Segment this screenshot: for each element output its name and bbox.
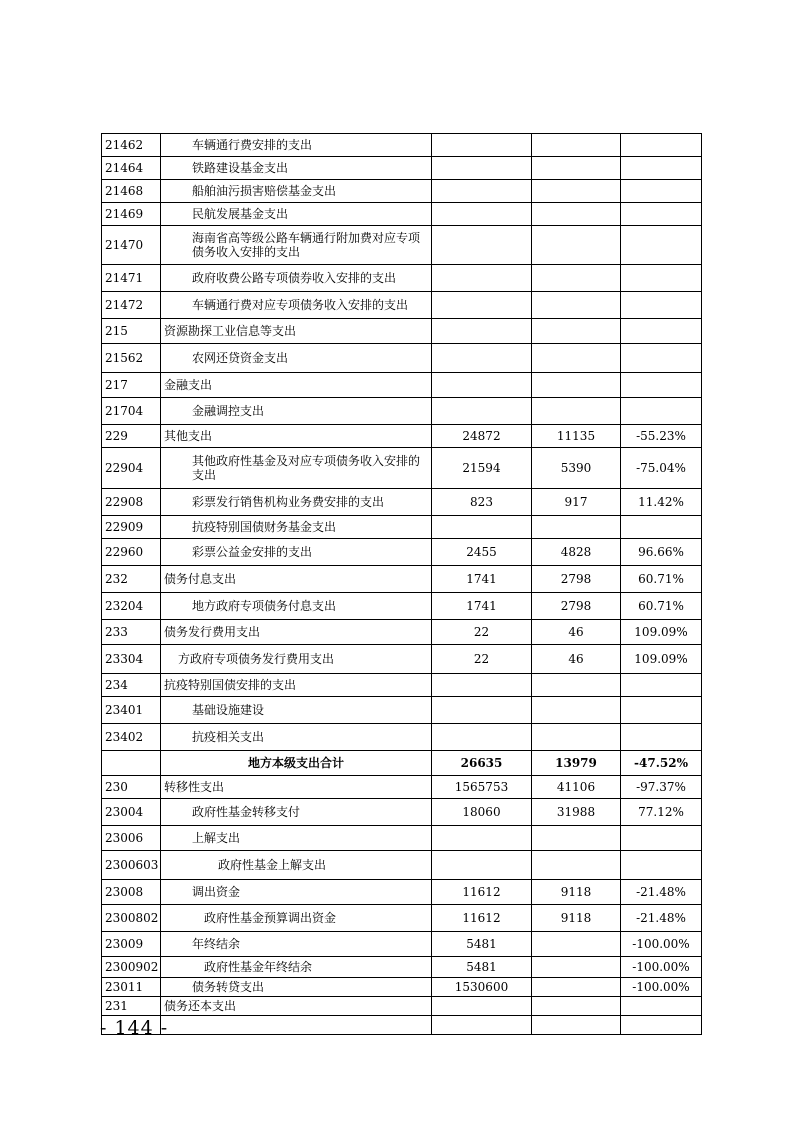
prior-year-value-cell: 1741 — [432, 593, 532, 620]
table-row — [102, 539, 702, 566]
item-name-cell — [161, 1016, 432, 1035]
current-year-value-cell — [532, 265, 621, 292]
item-name-cell: 上解支出 — [161, 826, 432, 851]
change-rate-cell — [621, 697, 702, 724]
item-name-cell: 资源勘探工业信息等支出 — [161, 319, 432, 344]
change-rate-cell — [621, 226, 702, 265]
prior-year-value-cell — [432, 851, 532, 880]
prior-year-value-cell — [432, 180, 532, 203]
budget-code-cell: 23204 — [102, 593, 161, 620]
item-name-cell: 抗疫相关支出 — [161, 724, 432, 751]
table-row — [102, 697, 702, 724]
change-rate-cell — [621, 398, 702, 425]
prior-year-value-cell: 2455 — [432, 539, 532, 566]
prior-year-value-cell — [432, 674, 532, 697]
change-rate-cell: -100.00% — [621, 978, 702, 997]
item-name-cell: 抗疫特别国债财务基金支出 — [161, 516, 432, 539]
table-row — [102, 398, 702, 425]
expenditure-table — [101, 133, 702, 1035]
current-year-value-cell — [532, 957, 621, 978]
current-year-value-cell: 13979 — [532, 751, 621, 776]
change-rate-cell: 11.42% — [621, 489, 702, 516]
change-rate-cell: 109.09% — [621, 645, 702, 674]
current-year-value-cell — [532, 134, 621, 157]
current-year-value-cell: 5390 — [532, 448, 621, 489]
change-rate-cell — [621, 344, 702, 373]
current-year-value-cell — [532, 516, 621, 539]
budget-code-cell: 23402 — [102, 724, 161, 751]
prior-year-value-cell — [432, 997, 532, 1016]
budget-code-cell: 217 — [102, 373, 161, 398]
item-name-cell: 债务发行费用支出 — [161, 620, 432, 645]
item-name-cell: 农网还贷资金支出 — [161, 344, 432, 373]
current-year-value-cell: 4828 — [532, 539, 621, 566]
change-rate-cell: -100.00% — [621, 957, 702, 978]
change-rate-cell — [621, 826, 702, 851]
current-year-value-cell — [532, 724, 621, 751]
item-name-cell: 转移性支出 — [161, 776, 432, 799]
budget-code-cell: 2300902 — [102, 957, 161, 978]
table-row — [102, 157, 702, 180]
prior-year-value-cell — [432, 516, 532, 539]
change-rate-cell: 60.71% — [621, 593, 702, 620]
prior-year-value-cell — [432, 226, 532, 265]
change-rate-cell: -97.37% — [621, 776, 702, 799]
budget-code-cell: 2300802 — [102, 905, 161, 932]
budget-code-cell: 23304 — [102, 645, 161, 674]
table-row — [102, 932, 702, 957]
item-name-cell: 债务还本支出 — [161, 997, 432, 1016]
budget-code-cell: 23011 — [102, 978, 161, 997]
item-name-cell: 铁路建设基金支出 — [161, 157, 432, 180]
change-rate-cell — [621, 674, 702, 697]
prior-year-value-cell — [432, 157, 532, 180]
table-row — [102, 724, 702, 751]
change-rate-cell — [621, 180, 702, 203]
table-row — [102, 566, 702, 593]
change-rate-cell: 109.09% — [621, 620, 702, 645]
item-name-cell: 债务付息支出 — [161, 566, 432, 593]
prior-year-value-cell — [432, 265, 532, 292]
budget-code-cell: 22908 — [102, 489, 161, 516]
change-rate-cell: -47.52% — [621, 751, 702, 776]
table-row — [102, 957, 702, 978]
budget-code-cell: 233 — [102, 620, 161, 645]
change-rate-cell: 96.66% — [621, 539, 702, 566]
prior-year-value-cell — [432, 1016, 532, 1035]
budget-code-cell: 22960 — [102, 539, 161, 566]
change-rate-cell: 77.12% — [621, 799, 702, 826]
table-row — [102, 905, 702, 932]
change-rate-cell: 60.71% — [621, 566, 702, 593]
item-name-cell: 海南省高等级公路车辆通行附加费对应专项债务收入安排的支出 — [161, 226, 432, 265]
prior-year-value-cell — [432, 344, 532, 373]
page-number: - 144 - — [100, 1017, 169, 1039]
table-row — [102, 1016, 702, 1035]
change-rate-cell — [621, 997, 702, 1016]
table-body — [102, 134, 702, 1035]
change-rate-cell — [621, 1016, 702, 1035]
budget-code-cell: 23008 — [102, 880, 161, 905]
budget-code-cell: 232 — [102, 566, 161, 593]
table-row — [102, 799, 702, 826]
change-rate-cell: -55.23% — [621, 425, 702, 448]
budget-code-cell: 21472 — [102, 292, 161, 319]
budget-code-cell: 21469 — [102, 203, 161, 226]
current-year-value-cell: 9118 — [532, 905, 621, 932]
change-rate-cell — [621, 319, 702, 344]
item-name-cell: 地方政府专项债务付息支出 — [161, 593, 432, 620]
current-year-value-cell — [532, 1016, 621, 1035]
current-year-value-cell — [532, 180, 621, 203]
change-rate-cell — [621, 203, 702, 226]
current-year-value-cell — [532, 978, 621, 997]
prior-year-value-cell — [432, 826, 532, 851]
current-year-value-cell — [532, 826, 621, 851]
table-row — [102, 593, 702, 620]
item-name-cell: 彩票公益金安排的支出 — [161, 539, 432, 566]
budget-code-cell: 21562 — [102, 344, 161, 373]
change-rate-cell: -75.04% — [621, 448, 702, 489]
current-year-value-cell: 11135 — [532, 425, 621, 448]
item-name-cell: 政府性基金年终结余 — [161, 957, 432, 978]
table-row — [102, 226, 702, 265]
table-row — [102, 851, 702, 880]
table-row — [102, 826, 702, 851]
current-year-value-cell — [532, 203, 621, 226]
budget-code-cell: 229 — [102, 425, 161, 448]
table-row — [102, 489, 702, 516]
current-year-value-cell: 46 — [532, 645, 621, 674]
table-row — [102, 425, 702, 448]
item-name-cell: 车辆通行费对应专项债务收入安排的支出 — [161, 292, 432, 319]
current-year-value-cell — [532, 373, 621, 398]
change-rate-cell — [621, 724, 702, 751]
item-name-cell: 车辆通行费安排的支出 — [161, 134, 432, 157]
prior-year-value-cell — [432, 203, 532, 226]
budget-code-cell: 234 — [102, 674, 161, 697]
prior-year-value-cell: 5481 — [432, 957, 532, 978]
prior-year-value-cell — [432, 134, 532, 157]
prior-year-value-cell: 1530600 — [432, 978, 532, 997]
budget-code-cell: 21470 — [102, 226, 161, 265]
item-name-cell: 方政府专项债务发行费用支出 — [161, 645, 432, 674]
item-name-cell: 金融调控支出 — [161, 398, 432, 425]
current-year-value-cell — [532, 932, 621, 957]
budget-code-cell: 21468 — [102, 180, 161, 203]
budget-code-cell: 23006 — [102, 826, 161, 851]
current-year-value-cell: 31988 — [532, 799, 621, 826]
current-year-value-cell — [532, 319, 621, 344]
budget-code-cell: 231 — [102, 997, 161, 1016]
item-name-cell: 政府收费公路专项债券收入安排的支出 — [161, 265, 432, 292]
prior-year-value-cell: 823 — [432, 489, 532, 516]
current-year-value-cell — [532, 997, 621, 1016]
change-rate-cell — [621, 157, 702, 180]
item-name-cell: 彩票发行销售机构业务费安排的支出 — [161, 489, 432, 516]
table-row — [102, 203, 702, 226]
current-year-value-cell — [532, 344, 621, 373]
item-name-cell: 政府性基金预算调出资金 — [161, 905, 432, 932]
prior-year-value-cell: 18060 — [432, 799, 532, 826]
current-year-value-cell: 46 — [532, 620, 621, 645]
change-rate-cell: -100.00% — [621, 932, 702, 957]
table-row — [102, 373, 702, 398]
item-name-cell: 政府性基金上解支出 — [161, 851, 432, 880]
current-year-value-cell: 2798 — [532, 566, 621, 593]
change-rate-cell: -21.48% — [621, 905, 702, 932]
change-rate-cell: -21.48% — [621, 880, 702, 905]
prior-year-value-cell: 5481 — [432, 932, 532, 957]
budget-code-cell: 23009 — [102, 932, 161, 957]
table-row — [102, 292, 702, 319]
budget-code-cell: 2300603 — [102, 851, 161, 880]
change-rate-cell — [621, 516, 702, 539]
prior-year-value-cell: 11612 — [432, 905, 532, 932]
item-name-cell: 政府性基金转移支付 — [161, 799, 432, 826]
table-row — [102, 134, 702, 157]
prior-year-value-cell: 22 — [432, 645, 532, 674]
prior-year-value-cell: 1741 — [432, 566, 532, 593]
change-rate-cell — [621, 265, 702, 292]
table-row — [102, 776, 702, 799]
item-name-cell: 抗疫特别国债安排的支出 — [161, 674, 432, 697]
prior-year-value-cell — [432, 373, 532, 398]
budget-code-cell: 22904 — [102, 448, 161, 489]
table-row — [102, 344, 702, 373]
budget-code-cell: 21462 — [102, 134, 161, 157]
table-row — [102, 319, 702, 344]
current-year-value-cell — [532, 851, 621, 880]
prior-year-value-cell: 26635 — [432, 751, 532, 776]
current-year-value-cell: 917 — [532, 489, 621, 516]
budget-code-cell: 23004 — [102, 799, 161, 826]
item-name-cell: 基础设施建设 — [161, 697, 432, 724]
prior-year-value-cell — [432, 398, 532, 425]
budget-code-cell: 22909 — [102, 516, 161, 539]
table-row — [102, 180, 702, 203]
budget-code-cell: 21704 — [102, 398, 161, 425]
current-year-value-cell: 2798 — [532, 593, 621, 620]
current-year-value-cell — [532, 398, 621, 425]
budget-code-cell: 23401 — [102, 697, 161, 724]
prior-year-value-cell: 11612 — [432, 880, 532, 905]
budget-code-cell: 21471 — [102, 265, 161, 292]
current-year-value-cell: 41106 — [532, 776, 621, 799]
prior-year-value-cell: 22 — [432, 620, 532, 645]
item-name-cell: 地方本级支出合计 — [161, 751, 432, 776]
table-row — [102, 645, 702, 674]
table-row — [102, 448, 702, 489]
current-year-value-cell — [532, 157, 621, 180]
current-year-value-cell: 9118 — [532, 880, 621, 905]
item-name-cell: 其他支出 — [161, 425, 432, 448]
prior-year-value-cell — [432, 319, 532, 344]
prior-year-value-cell — [432, 292, 532, 319]
table-row — [102, 620, 702, 645]
budget-code-cell: 215 — [102, 319, 161, 344]
change-rate-cell — [621, 851, 702, 880]
item-name-cell: 调出资金 — [161, 880, 432, 905]
prior-year-value-cell: 1565753 — [432, 776, 532, 799]
change-rate-cell — [621, 292, 702, 319]
item-name-cell: 债务转贷支出 — [161, 978, 432, 997]
current-year-value-cell — [532, 292, 621, 319]
table-row — [102, 265, 702, 292]
table-row — [102, 997, 702, 1016]
table-row — [102, 674, 702, 697]
budget-code-cell — [102, 751, 161, 776]
change-rate-cell — [621, 134, 702, 157]
item-name-cell: 其他政府性基金及对应专项债务收入安排的支出 — [161, 448, 432, 489]
item-name-cell: 金融支出 — [161, 373, 432, 398]
current-year-value-cell — [532, 697, 621, 724]
item-name-cell: 年终结余 — [161, 932, 432, 957]
budget-code-cell: 230 — [102, 776, 161, 799]
table-row — [102, 978, 702, 997]
prior-year-value-cell — [432, 724, 532, 751]
current-year-value-cell — [532, 226, 621, 265]
table-row — [102, 751, 702, 776]
prior-year-value-cell: 24872 — [432, 425, 532, 448]
table-row — [102, 516, 702, 539]
current-year-value-cell — [532, 674, 621, 697]
item-name-cell: 民航发展基金支出 — [161, 203, 432, 226]
item-name-cell: 船舶油污损害赔偿基金支出 — [161, 180, 432, 203]
budget-code-cell: 21464 — [102, 157, 161, 180]
table-row — [102, 880, 702, 905]
prior-year-value-cell — [432, 697, 532, 724]
change-rate-cell — [621, 373, 702, 398]
prior-year-value-cell: 21594 — [432, 448, 532, 489]
